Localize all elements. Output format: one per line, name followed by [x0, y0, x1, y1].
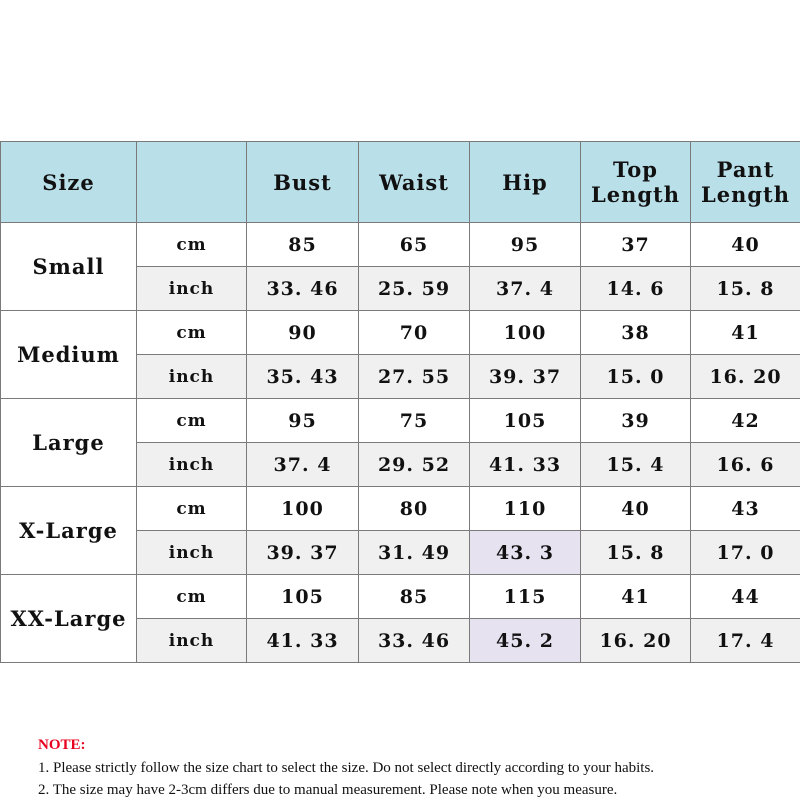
value-bust-xx-large-cm: 105 [247, 575, 359, 619]
value-top-length-x-large-cm: 40 [581, 487, 691, 531]
table-row [1, 575, 800, 619]
value-bust-xx-large-inch: 41. 33 [247, 619, 359, 663]
value-bust-x-large-inch: 39. 37 [247, 531, 359, 575]
value-bust-small-cm: 85 [247, 223, 359, 267]
unit-cell-inch: inch [137, 355, 247, 399]
value-waist-xx-large-inch: 33. 46 [359, 619, 470, 663]
note-title: NOTE: [38, 735, 768, 755]
value-top-length-medium-inch: 15. 0 [581, 355, 691, 399]
value-bust-large-inch: 37. 4 [247, 443, 359, 487]
unit-cell-inch: inch [137, 531, 247, 575]
unit-cell-cm: cm [137, 487, 247, 531]
value-waist-small-cm: 65 [359, 223, 470, 267]
table-row [1, 399, 800, 443]
column-header-top-length [581, 142, 691, 223]
unit-cell-cm: cm [137, 311, 247, 355]
value-pant-length-large-inch: 16. 6 [691, 443, 800, 487]
value-hip-xx-large-cm: 115 [470, 575, 581, 619]
value-bust-small-inch: 33. 46 [247, 267, 359, 311]
column-header-top-length-line1: Top [582, 157, 689, 182]
value-hip-large-cm: 105 [470, 399, 581, 443]
unit-cell-inch: inch [137, 619, 247, 663]
value-waist-x-large-inch: 31. 49 [359, 531, 470, 575]
value-bust-medium-inch: 35. 43 [247, 355, 359, 399]
size-label-large: Large [1, 399, 137, 487]
note-block [38, 735, 768, 801]
value-waist-x-large-cm: 80 [359, 487, 470, 531]
unit-cell-inch: inch [137, 443, 247, 487]
table-header-row [1, 142, 800, 223]
value-bust-medium-cm: 90 [247, 311, 359, 355]
value-top-length-xx-large-cm: 41 [581, 575, 691, 619]
value-top-length-xx-large-inch: 16. 20 [581, 619, 691, 663]
value-waist-large-cm: 75 [359, 399, 470, 443]
value-pant-length-small-cm: 40 [691, 223, 800, 267]
value-hip-xx-large-inch: 45. 2 [470, 619, 581, 663]
value-hip-medium-inch: 39. 37 [470, 355, 581, 399]
value-hip-medium-cm: 100 [470, 311, 581, 355]
value-pant-length-x-large-cm: 43 [691, 487, 800, 531]
value-top-length-small-cm: 37 [581, 223, 691, 267]
value-top-length-large-cm: 39 [581, 399, 691, 443]
value-waist-small-inch: 25. 59 [359, 267, 470, 311]
note-line-1: 1. Please strictly follow the size chart to select the size. Do not select directly according to your habits. [38, 757, 768, 779]
value-bust-x-large-cm: 100 [247, 487, 359, 531]
unit-cell-cm: cm [137, 223, 247, 267]
table-row [1, 487, 800, 531]
value-pant-length-xx-large-inch: 17. 4 [691, 619, 800, 663]
value-hip-large-inch: 41. 33 [470, 443, 581, 487]
value-waist-large-inch: 29. 52 [359, 443, 470, 487]
value-waist-medium-cm: 70 [359, 311, 470, 355]
size-label-x-large: X-Large [1, 487, 137, 575]
column-header-pant-length [691, 142, 800, 223]
table-row [1, 223, 800, 267]
column-header-hip: Hip [470, 142, 581, 223]
value-waist-medium-inch: 27. 55 [359, 355, 470, 399]
value-hip-x-large-cm: 110 [470, 487, 581, 531]
value-pant-length-large-cm: 42 [691, 399, 800, 443]
size-label-xx-large: XX-Large [1, 575, 137, 663]
column-header-unit [137, 142, 247, 223]
value-top-length-medium-cm: 38 [581, 311, 691, 355]
value-pant-length-medium-cm: 41 [691, 311, 800, 355]
value-bust-large-cm: 95 [247, 399, 359, 443]
size-label-small: Small [1, 223, 137, 311]
unit-cell-cm: cm [137, 399, 247, 443]
value-waist-xx-large-cm: 85 [359, 575, 470, 619]
value-pant-length-x-large-inch: 17. 0 [691, 531, 800, 575]
column-header-bust: Bust [247, 142, 359, 223]
value-pant-length-xx-large-cm: 44 [691, 575, 800, 619]
column-header-pant-length-line2: Length [692, 182, 799, 207]
column-header-waist: Waist [359, 142, 470, 223]
size-chart-table [0, 141, 800, 663]
column-header-pant-length-line1: Pant [692, 157, 799, 182]
value-top-length-large-inch: 15. 4 [581, 443, 691, 487]
value-pant-length-medium-inch: 16. 20 [691, 355, 800, 399]
value-hip-x-large-inch: 43. 3 [470, 531, 581, 575]
value-hip-small-cm: 95 [470, 223, 581, 267]
size-label-medium: Medium [1, 311, 137, 399]
note-line-2: 2. The size may have 2-3cm differs due to manual measurement. Please note when you measure. [38, 779, 768, 801]
value-hip-small-inch: 37. 4 [470, 267, 581, 311]
column-header-top-length-line2: Length [582, 182, 689, 207]
value-top-length-x-large-inch: 15. 8 [581, 531, 691, 575]
unit-cell-cm: cm [137, 575, 247, 619]
size-chart-container [0, 141, 800, 663]
table-row [1, 311, 800, 355]
value-top-length-small-inch: 14. 6 [581, 267, 691, 311]
unit-cell-inch: inch [137, 267, 247, 311]
value-pant-length-small-inch: 15. 8 [691, 267, 800, 311]
column-header-size: Size [1, 142, 137, 223]
